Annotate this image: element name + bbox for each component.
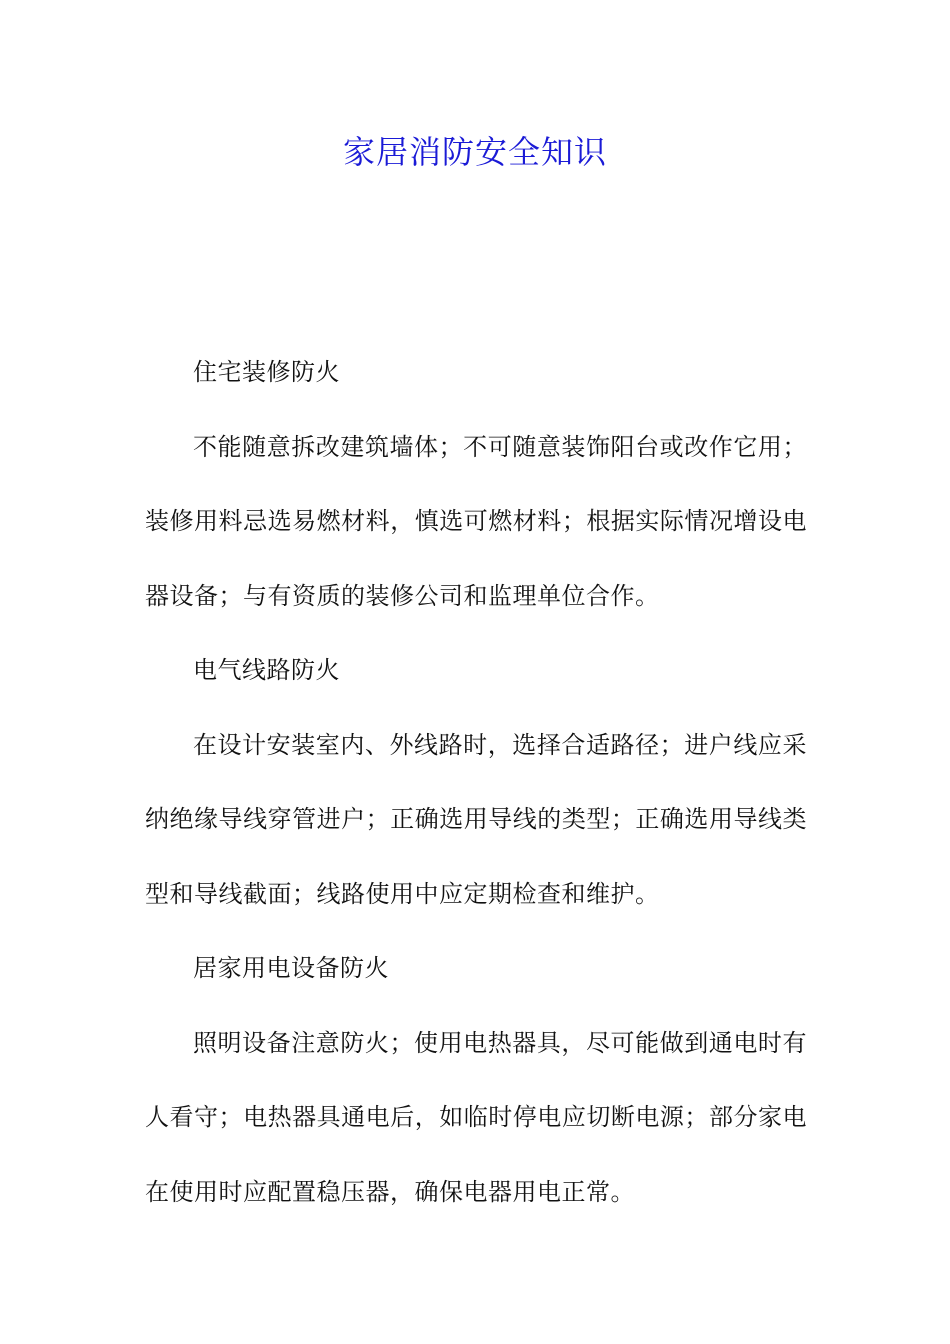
paragraph-appliances: 照明设备注意防火；使用电热器具，尽可能做到通电时有人看守；电热器具通电后，如临时停电应切断电源；部分家电在使用时应配置稳压器，确保电器用电正常。: [145, 1028, 807, 1206]
document-title: 家居消防安全知识: [342, 133, 607, 171]
document-body: [145, 335, 807, 1229]
section-heading-renovation: 住宅装修防火: [193, 358, 340, 386]
paragraph-wiring: 在设计安装室内、外线路时，选择合适路径；进户线应采纳绝缘导线穿管进户；正确选用导线的类型；正确选用导线类型和导线截面；线路使用中应定期检查和维护。: [145, 730, 807, 908]
section-heading-wiring: 电气线路防火: [193, 656, 340, 684]
paragraph-renovation: 不能随意拆改建筑墙体；不可随意装饰阳台或改作它用；装修用料忌选易燃材料，慎选可燃材料；根据实际情况增设电器设备；与有资质的装修公司和监理单位合作。: [145, 432, 807, 610]
section-heading-appliances: 居家用电设备防火: [193, 954, 389, 982]
